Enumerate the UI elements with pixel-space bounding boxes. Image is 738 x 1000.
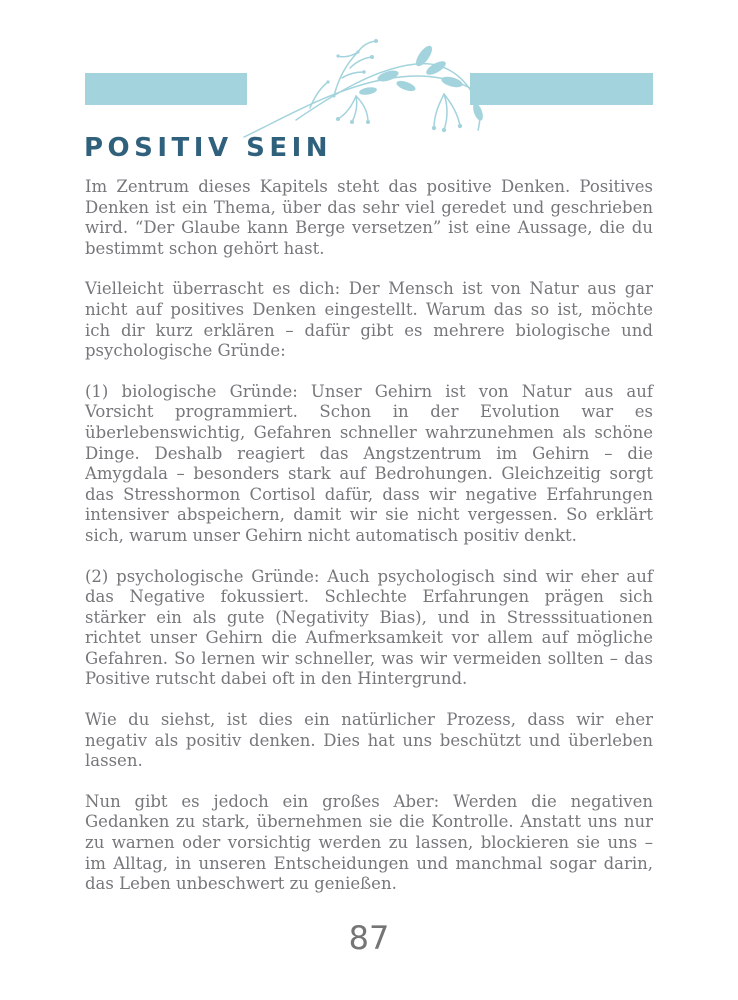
paragraph-surprise: Vielleicht überrascht es dich: Der Mensch ist von Natur aus gar nicht auf positives Denken eingestellt. Warum das so ist, möchte ich dir kurz erklären – dafür gibt es mehrere biologische und psychologische Gründe:	[85, 279, 653, 361]
paragraph-intro: Im Zentrum dieses Kapitels steht das positive Denken. Positives Denken ist ein Thema, über das sehr viel geredet und geschrieben wird. “Der Glaube kann Berge versetzen” ist eine Aussage, die du bestimmt schon gehört hast.	[85, 177, 653, 258]
page-title: POSITIV SEIN	[84, 133, 333, 163]
right-accent-bar	[470, 73, 653, 105]
left-accent-bar	[85, 73, 247, 105]
floral-branch-icon	[238, 34, 490, 140]
paragraph-psychological-reasons: (2) psychologische Gründe: Auch psychologisch sind wir eher auf das Negative fokussiert. Schlechte Erfahrungen prägen sich stärker ein als gute (Negativity Bias), und in Stresssituationen richtet unser Gehirn die Aufmerksamkeit vor allem auf mögliche Gefahren. So lernen wir schneller, was wir vermeiden sollten – das Positive rutscht dabei oft in den Hintergrund.	[85, 566, 653, 689]
paragraph-big-but: Nun gibt es jedoch ein großes Aber: Werden die negativen Gedanken zu stark, übernehmen sie die Kontrolle. Anstatt uns nur zu warnen oder vorsichtig werden zu lassen, blockieren sie uns – im Alltag, in unseren Entscheidungen und manchmal sogar darin, das Leben unbeschwert zu genießen.	[85, 791, 653, 894]
paragraph-natural-process: Wie du siehst, ist dies ein natürlicher Prozess, dass wir eher negativ als positiv denken. Dies hat uns beschützt und überleben lassen.	[85, 710, 653, 771]
chapter-text	[85, 177, 653, 915]
paragraph-biological-reasons: (1) biologische Gründe: Unser Gehirn ist von Natur aus auf Vorsicht programmiert. Schon in der Evolution war es überlebenswichtig, Gefahren schneller wahrzunehmen als schöne Dinge. Deshalb reagiert das Angstzentrum im Gehirn – die Amygdala – besonders stark auf Bedrohungen. Gleichzeitig sorgt das Stresshormon Cortisol dafür, dass wir negative Erfahrungen intensiver abspeichern, damit wir sie nicht vergessen. So erklärt sich, warum unser Gehirn nicht automatisch positiv denkt.	[85, 381, 653, 545]
page-number: 87	[348, 919, 390, 957]
